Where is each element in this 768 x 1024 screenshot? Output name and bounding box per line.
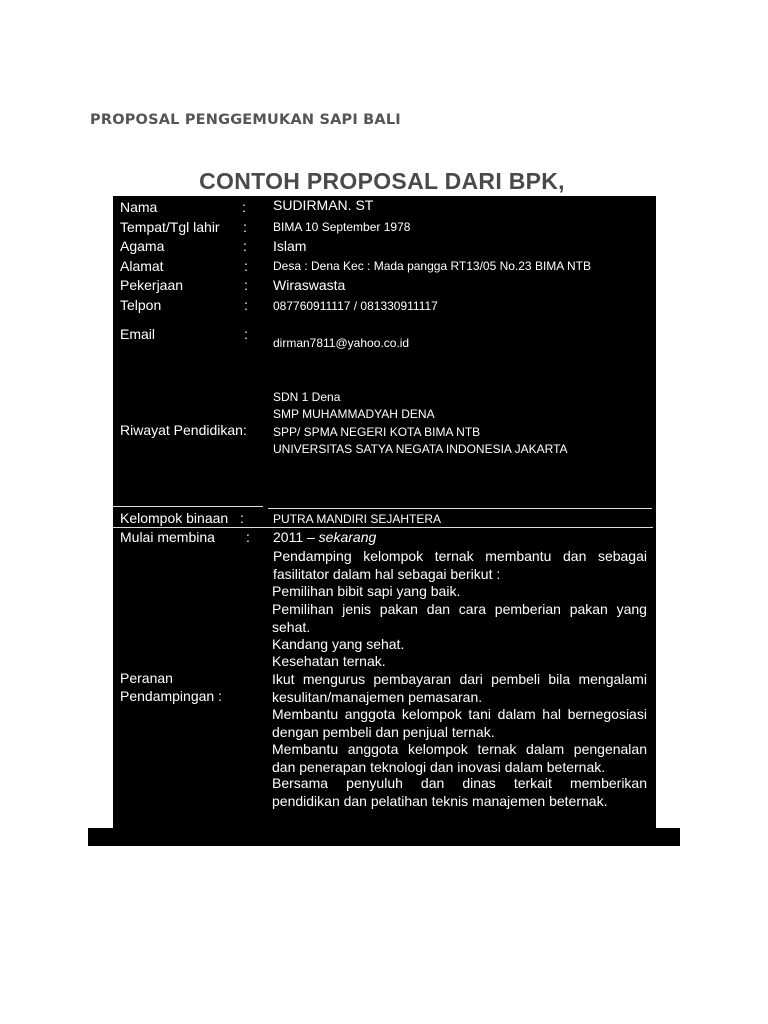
colon: : <box>242 199 246 215</box>
colon: : <box>246 529 250 545</box>
value-alamat: Desa : Dena Kec : Mada pangga RT13/05 No.23 BIMA NTB <box>273 259 591 273</box>
word: kelompok <box>407 741 468 757</box>
paragraph-line <box>273 548 647 566</box>
mulai-note: sekarang <box>318 529 377 545</box>
document-title: CONTOH PROPOSAL DARI BPK, <box>199 168 565 194</box>
paragraph-line <box>272 706 647 724</box>
word: dan <box>563 548 587 564</box>
peranan-paragraph <box>272 671 647 706</box>
peranan-paragraph <box>272 706 647 741</box>
value-pekerjaan: Wiraswasta <box>273 277 346 293</box>
word: Membantu <box>272 741 339 757</box>
word: sebagai <box>597 548 647 564</box>
paragraph-line: Kesehatan ternak. <box>272 653 386 669</box>
colon: : <box>243 238 247 254</box>
word: tani <box>468 706 491 722</box>
peranan-paragraph <box>272 775 647 810</box>
row-divider <box>113 527 653 528</box>
word: dalam <box>497 706 536 722</box>
peranan-paragraph <box>272 653 647 671</box>
colon: : <box>244 277 248 293</box>
value-telpon: 087760911117 / 081330911117 <box>273 299 438 313</box>
value-email: dirman7811@yahoo.co.id <box>273 336 410 350</box>
word: Pemilihan <box>272 601 334 617</box>
word: pemberian <box>494 601 561 617</box>
word: pakan <box>379 601 418 617</box>
word: yang <box>616 601 647 617</box>
row-divider <box>113 506 263 507</box>
label-alamat: Alamat <box>120 258 164 274</box>
paragraph-line <box>272 671 647 689</box>
word: pengenalan <box>573 741 647 757</box>
label-ttl: Tempat/Tgl lahir <box>120 219 220 235</box>
mulai-year: 2011 – <box>273 529 319 545</box>
label-pendidikan: Riwayat Pendidikan: <box>120 422 247 438</box>
label-kelompok: Kelompok binaan <box>120 510 229 526</box>
document-header: PROPOSAL PENGGEMUKAN SAPI BALI <box>90 112 401 128</box>
education-item: SPP/ SPMA NEGERI KOTA BIMA NTB <box>273 425 481 439</box>
word: dan <box>420 775 445 791</box>
word: mengalami <box>578 671 647 687</box>
colon: : <box>244 326 248 342</box>
colon: : <box>240 510 244 526</box>
label-mulai: Mulai membina <box>120 529 215 545</box>
paragraph-line <box>272 741 647 759</box>
label-peranan-1: Peranan <box>120 670 173 686</box>
value-agama: Islam <box>273 238 307 254</box>
word: mengurus <box>302 671 366 687</box>
paragraph-line: sehat. <box>272 618 311 635</box>
paragraph-line: pendidikan dan pelatihan teknis manajemen beternak. <box>272 792 608 809</box>
word: cara <box>458 601 487 617</box>
label-agama: Agama <box>120 238 165 254</box>
word: terkait <box>513 775 552 791</box>
paragraph-line: dengan pembeli dan penjual ternak. <box>272 723 495 740</box>
word: penyuluh <box>346 775 403 791</box>
paragraph-line: kesulitan/manajemen pemasaran. <box>272 688 483 705</box>
word: pakan <box>569 601 608 617</box>
word: anggota <box>344 706 396 722</box>
colon: : <box>244 258 248 274</box>
word: pembeli <box>491 671 541 687</box>
peranan-paragraph <box>272 583 647 601</box>
word: dalam <box>526 741 565 757</box>
word: Bersama <box>272 775 329 791</box>
word: bernegosiasi <box>567 706 647 722</box>
word: kelompok <box>363 548 424 564</box>
peranan-paragraph <box>272 636 647 654</box>
word: memberikan <box>569 775 647 791</box>
word: kelompok <box>401 706 462 722</box>
word: anggota <box>347 741 399 757</box>
word: membantu <box>485 548 552 564</box>
word: dari <box>459 671 483 687</box>
value-kelompok: PUTRA MANDIRI SEJAHTERA <box>273 512 442 526</box>
label-nama: Nama <box>120 199 158 215</box>
paragraph-line <box>272 601 647 619</box>
colon: : <box>243 219 247 235</box>
word: Membantu <box>272 706 339 722</box>
label-telpon: Telpon <box>120 297 162 313</box>
paragraph-line <box>272 775 647 793</box>
word: hal <box>542 706 561 722</box>
paragraph-line: Kandang yang sehat. <box>272 636 405 652</box>
peranan-paragraph <box>272 741 647 776</box>
word: Ikut <box>272 671 295 687</box>
education-item: SMP MUHAMMADYAH DENA <box>273 407 435 421</box>
paragraph-line: dan penerapan teknologi dan inovasi dalam beternak. <box>272 758 606 775</box>
education-item: SDN 1 Dena <box>273 390 341 404</box>
colon: : <box>244 297 248 313</box>
peranan-paragraph <box>272 601 647 636</box>
word: jenis <box>342 601 372 617</box>
value-mulai <box>273 530 376 544</box>
row-divider <box>268 508 652 509</box>
word: dinas <box>462 775 496 791</box>
word: ternak <box>434 548 474 564</box>
education-item: UNIVERSITAS SATYA NEGATA INDONESIA JAKARTA <box>273 442 568 456</box>
word: ternak <box>477 741 517 757</box>
value-nama: SUDIRMAN. ST <box>273 197 374 213</box>
word: dan <box>426 601 451 617</box>
word: pembayaran <box>373 671 452 687</box>
paragraph-line: Pemilihan bibit sapi yang baik. <box>272 583 461 599</box>
label-email: Email <box>120 326 156 342</box>
label-peranan-2: Pendampingan : <box>120 688 222 704</box>
label-pekerjaan: Pekerjaan <box>120 277 184 293</box>
peranan-paragraph <box>273 548 647 583</box>
word: bila <box>548 671 571 687</box>
value-ttl: BIMA 10 September 1978 <box>273 220 411 234</box>
paragraph-line: fasilitator dalam hal sebagai berikut : <box>273 565 501 582</box>
word: Pendamping <box>273 548 352 564</box>
